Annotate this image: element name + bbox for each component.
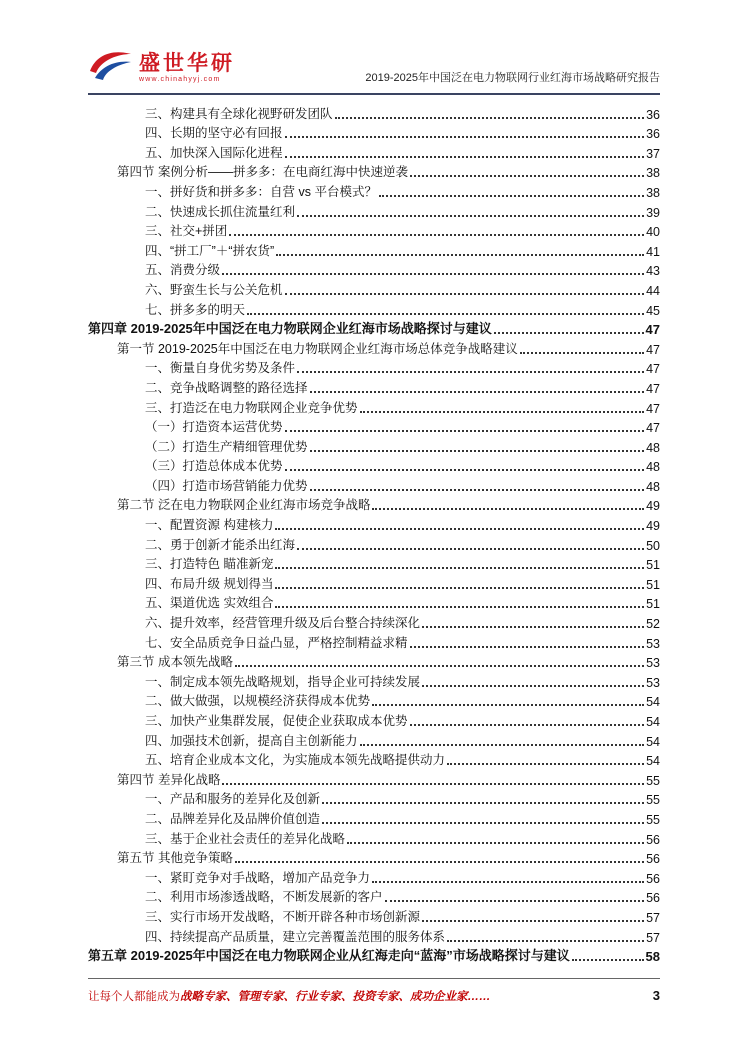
toc-entry-page: 43	[646, 264, 660, 279]
toc-entry-page: 58	[645, 949, 660, 965]
toc-entry	[88, 768, 660, 788]
toc-dot-leader	[310, 489, 645, 491]
toc-dot-leader	[372, 508, 644, 510]
toc-entry-page: 51	[646, 558, 660, 573]
toc-list	[88, 102, 660, 964]
toc-entry	[88, 945, 660, 965]
toc-dot-leader	[285, 136, 645, 138]
toc-entry-text: （一）打造资本运营优势	[145, 420, 283, 435]
toc-entry	[88, 435, 660, 455]
toc-entry-text: 五、消费分级	[145, 263, 221, 278]
toc-entry-text: 二、快速成长抓住流量红利	[145, 204, 296, 219]
toc-entry-page: 56	[646, 891, 660, 906]
toc-entry-text: 六、野蛮生长与公关危机	[145, 282, 283, 297]
toc-dot-leader	[285, 156, 645, 158]
toc-entry	[88, 533, 660, 553]
toc-entry	[88, 827, 660, 847]
toc-entry	[88, 886, 660, 906]
toc-entry	[88, 611, 660, 631]
toc-entry-text: 三、打造特色 瞄准新宠	[145, 557, 274, 572]
toc-entry	[88, 513, 660, 533]
toc-entry-page: 54	[646, 695, 660, 710]
page-header	[88, 38, 660, 95]
footer-slogan-emphasis: 战略专家、管理专家、行业专家、投资专家、成功企业家……	[180, 991, 491, 1003]
toc-dot-leader	[347, 842, 644, 844]
toc-entry-text: 第二节 泛在电力物联网企业红海市场竞争战略	[117, 498, 371, 513]
toc-entry-page: 55	[646, 793, 660, 808]
toc-dot-leader	[372, 704, 644, 706]
toc-entry	[88, 416, 660, 436]
toc-dot-leader	[275, 587, 644, 589]
toc-entry-page: 50	[646, 538, 660, 553]
toc-dot-leader	[520, 352, 644, 354]
toc-entry	[88, 709, 660, 729]
toc-dot-leader	[276, 254, 644, 256]
toc-dot-leader	[422, 626, 644, 628]
toc-entry	[88, 592, 660, 612]
toc-entry-text: 一、配置资源 构建核力	[145, 518, 274, 533]
toc-entry-page: 56	[646, 832, 660, 847]
toc-entry	[88, 670, 660, 690]
toc-dot-leader	[447, 763, 644, 765]
toc-entry-text: 第四节 差异化战略	[117, 772, 221, 787]
toc-dot-leader	[422, 685, 644, 687]
logo-text-block	[139, 52, 235, 83]
toc-entry-page: 57	[646, 930, 660, 945]
toc-entry-text: 第三节 成本领先战略	[117, 655, 233, 670]
toc-dot-leader	[310, 450, 645, 452]
toc-dot-leader	[310, 391, 645, 393]
toc-entry-text: 第一节 2019-2025年中国泛在电力物联网企业红海市场总体竞争战略建议	[117, 341, 518, 356]
toc-dot-leader	[285, 293, 645, 295]
toc-dot-leader	[422, 920, 644, 922]
toc-dot-leader	[222, 783, 644, 785]
toc-entry-text: 一、拼好货和拼多多：自营 vs 平台模式？	[145, 184, 377, 199]
toc-entry-page: 51	[646, 597, 660, 612]
toc-entry-page: 47	[646, 401, 660, 416]
toc-entry-text: 一、制定成本领先战略规划，指导企业可持续发展	[145, 674, 421, 689]
toc-entry-text: 七、拼多多的明天	[145, 302, 246, 317]
toc-entry	[88, 651, 660, 671]
toc-entry-page: 39	[646, 205, 660, 220]
toc-entry	[88, 161, 660, 181]
toc-entry-page: 47	[646, 362, 660, 377]
company-logo	[88, 47, 235, 88]
toc-entry-text: 二、品牌差异化及品牌价值创造	[145, 811, 321, 826]
toc-dot-leader	[494, 332, 644, 334]
toc-entry-text: 第四节 案例分析——拼多多：在电商红海中快速逆袭	[117, 165, 408, 180]
report-title: 2019-2025年中国泛在电力物联网行业红海市场战略研究报告	[365, 72, 660, 84]
toc-entry-page: 47	[646, 421, 660, 436]
toc-entry-page: 57	[646, 910, 660, 925]
toc-entry	[88, 396, 660, 416]
toc-dot-leader	[360, 744, 645, 746]
toc-entry-page: 55	[646, 773, 660, 788]
toc-entry-page: 53	[646, 636, 660, 651]
toc-entry	[88, 141, 660, 161]
toc-dot-leader	[410, 724, 645, 726]
toc-entry	[88, 376, 660, 396]
toc-entry-text: 五、加快深入国际化进程	[145, 145, 283, 160]
toc-entry-text: 五、渠道优选 实效组合	[145, 596, 274, 611]
toc-entry-page: 44	[646, 283, 660, 298]
toc-entry	[88, 220, 660, 240]
toc-dot-leader	[410, 175, 644, 177]
toc-entry	[88, 122, 660, 142]
toc-dot-leader	[285, 430, 645, 432]
toc-entry	[88, 455, 660, 475]
toc-dot-leader	[297, 371, 644, 373]
toc-entry-page: 52	[646, 617, 660, 632]
toc-entry	[88, 318, 660, 338]
toc-dot-leader	[297, 215, 644, 217]
toc-entry-text: 六、提升效率，经营管理升级及后台整合持续深化	[145, 616, 421, 631]
toc-entry	[88, 866, 660, 886]
toc-entry	[88, 553, 660, 573]
toc-entry-text: 三、基于企业社会责任的差异化战略	[145, 831, 346, 846]
footer-slogan	[88, 988, 491, 1004]
toc-entry-text: 第四章 2019-2025年中国泛在电力物联网企业红海市场战略探讨与建议	[88, 321, 492, 337]
toc-entry-text: 四、长期的坚守必有回报	[145, 126, 283, 141]
toc-dot-leader	[222, 273, 644, 275]
brand-url: www.chinahyyj.com	[139, 75, 221, 83]
toc-entry-page: 38	[646, 185, 660, 200]
toc-entry-page: 54	[646, 754, 660, 769]
toc-dot-leader	[285, 469, 645, 471]
toc-entry-text: 二、做大做强，以规模经济获得成本优势	[145, 694, 371, 709]
toc-entry	[88, 102, 660, 122]
toc-entry-page: 49	[646, 519, 660, 534]
toc-entry-page: 36	[646, 127, 660, 142]
toc-entry	[88, 239, 660, 259]
toc-entry	[88, 572, 660, 592]
toc-dot-leader	[335, 117, 645, 119]
toc-entry-page: 40	[646, 225, 660, 240]
toc-entry-page: 36	[646, 107, 660, 122]
toc-entry-text: 四、布局升级 规划得当	[145, 576, 274, 591]
toc-entry-page: 47	[646, 381, 660, 396]
toc-entry-page: 51	[646, 577, 660, 592]
toc-entry-page: 55	[646, 812, 660, 827]
toc-entry-text: 一、衡量自身优劣势及条件	[145, 361, 296, 376]
toc-dot-leader	[229, 234, 644, 236]
toc-entry	[88, 925, 660, 945]
toc-entry-text: 第五节 其他竞争策略	[117, 851, 233, 866]
toc-entry-text: 二、勇于创新才能杀出红海	[145, 537, 296, 552]
footer-slogan-prefix: 让每个人都能成为	[88, 991, 180, 1003]
toc-entry	[88, 690, 660, 710]
toc-dot-leader	[275, 567, 644, 569]
toc-entry-page: 41	[646, 244, 660, 259]
toc-dot-leader	[247, 313, 644, 315]
toc-entry-text: 四、“拼工厂”＋“拼农货”	[145, 243, 275, 258]
toc-dot-leader	[235, 665, 644, 667]
toc-entry	[88, 788, 660, 808]
toc-entry-page: 37	[646, 146, 660, 161]
toc-entry-page: 48	[646, 479, 660, 494]
toc-entry	[88, 200, 660, 220]
toc-dot-leader	[379, 195, 644, 197]
logo-icon	[88, 47, 132, 88]
toc-entry	[88, 729, 660, 749]
toc-entry-page: 56	[646, 852, 660, 867]
toc-dot-leader	[572, 959, 644, 961]
toc-dot-leader	[385, 900, 645, 902]
toc-entry-text: 五、培育企业成本文化，为实施成本领先战略提供动力	[145, 753, 446, 768]
toc-entry-page: 56	[646, 871, 660, 886]
toc-entry-page: 54	[646, 715, 660, 729]
toc-entry	[88, 847, 660, 867]
toc-entry	[88, 749, 660, 769]
toc-entry-text: 二、竞争战略调整的路径选择	[145, 380, 308, 395]
toc-entry-text: 七、安全品质竞争日益凸显，严格控制精益求精	[145, 635, 408, 650]
toc-dot-leader	[297, 548, 644, 550]
toc-entry	[88, 278, 660, 298]
toc-dot-leader	[275, 528, 644, 530]
brand-name: 盛世华研	[139, 50, 235, 75]
toc-entry-page: 48	[646, 460, 660, 475]
toc-entry	[88, 298, 660, 318]
toc-dot-leader	[235, 861, 644, 863]
page-footer	[88, 978, 660, 1004]
toc-entry-page: 45	[646, 303, 660, 318]
toc-entry	[88, 905, 660, 925]
toc-entry-text: 二、利用市场渗透战略，不断发展新的客户	[145, 890, 383, 905]
toc-entry-page: 47	[646, 342, 660, 357]
toc-entry-text: 三、社交+拼团	[145, 224, 228, 239]
toc-entry	[88, 494, 660, 514]
toc-entry-page: 47	[645, 322, 660, 338]
toc-entry	[88, 180, 660, 200]
toc-dot-leader	[447, 940, 644, 942]
toc-entry	[88, 807, 660, 827]
toc-entry	[88, 474, 660, 494]
toc-entry-text: （三）打造总体成本优势	[145, 459, 283, 474]
toc-entry-page: 48	[646, 440, 660, 455]
toc-entry-text: 一、紧盯竞争对手战略，增加产品竞争力	[145, 870, 371, 885]
toc-entry-text: 三、打造泛在电力物联网企业竞争优势	[145, 400, 358, 415]
toc-entry-text: 第五章 2019-2025年中国泛在电力物联网企业从红海走向“蓝海”市场战略探讨与建议	[88, 948, 570, 964]
toc-entry-text: 四、加强技术创新，提高自主创新能力	[145, 733, 358, 748]
toc-entry-page: 54	[646, 734, 660, 749]
page-number: 3	[652, 988, 660, 1003]
toc-dot-leader	[275, 606, 644, 608]
toc-dot-leader	[372, 881, 644, 883]
toc-dot-leader	[322, 822, 644, 824]
toc-dot-leader	[410, 646, 645, 648]
toc-entry-text: 三、加快产业集群发展，促使企业获取成本优势	[145, 714, 408, 728]
toc-entry-text: 四、持续提高产品质量，建立完善覆盖范围的服务体系	[145, 929, 446, 944]
toc-entry-page: 38	[646, 166, 660, 181]
toc-entry-text: 三、实行市场开发战略，不断开辟各种市场创新源	[145, 909, 421, 924]
toc-entry	[88, 337, 660, 357]
toc-entry	[88, 357, 660, 377]
toc-entry-page: 53	[646, 656, 660, 671]
toc-entry-text: （二）打造生产精细管理优势	[145, 439, 308, 454]
toc-entry-text: 一、产品和服务的差异化及创新	[145, 792, 321, 807]
toc-entry-text: 三、构建具有全球化视野研发团队	[145, 106, 333, 121]
toc-entry	[88, 631, 660, 651]
toc-entry-page: 49	[646, 499, 660, 514]
toc-dot-leader	[360, 411, 645, 413]
toc-entry-page: 53	[646, 675, 660, 690]
toc-entry	[88, 259, 660, 279]
toc-entry-text: （四）打造市场营销能力优势	[145, 478, 308, 493]
toc-dot-leader	[322, 802, 644, 804]
